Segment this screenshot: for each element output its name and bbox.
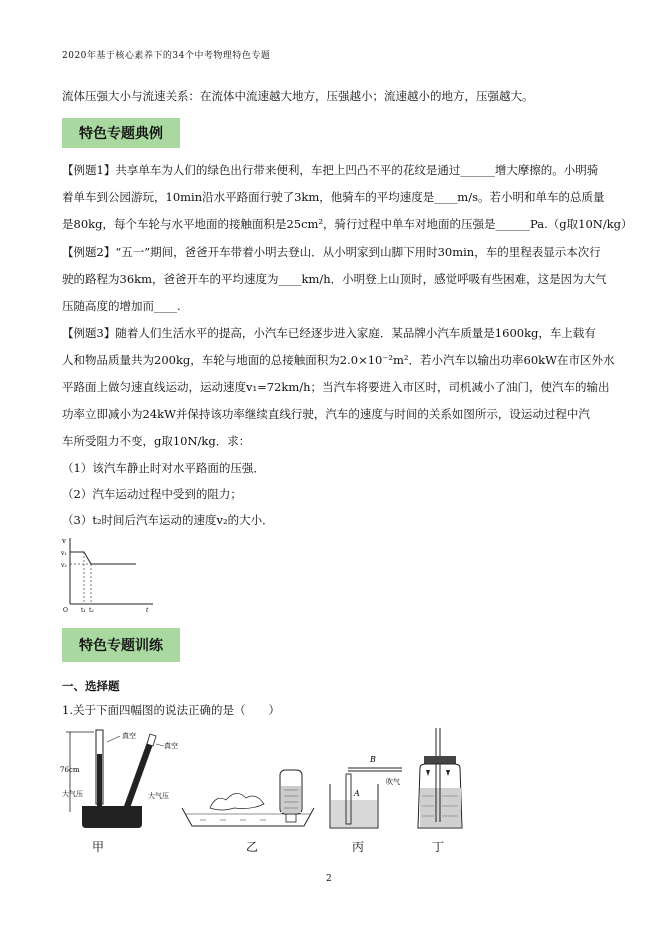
figure-bing — [322, 744, 412, 836]
example1-line3: 是80kg，每个车轮与水平地面的接触面积是25cm²，骑行过程中单车对地面的压强是______Pa.（g取10N/kg） — [62, 217, 633, 231]
figure-label-ding: 丁 — [432, 840, 445, 854]
figure-label-yi: 乙 — [246, 840, 259, 854]
atm-pressure-label-2: 大气压 — [148, 792, 169, 800]
banner-examples: 特色专题典例 — [62, 118, 180, 148]
intro-text: 流体压强大小与流速关系：在流体中流速越大地方，压强越小；流速越小的地方，压强越大。 — [62, 89, 534, 103]
figure-yi — [180, 758, 320, 836]
question-part2: （2）汽车运动过程中受到的阻力； — [62, 487, 242, 501]
example3-line3: 平路面上做匀速直线运动，运动速度v₁=72km/h；当汽车将要进入市区时，司机减小了油门，使汽车的输出 — [62, 380, 610, 394]
graph-t-label: t — [146, 607, 149, 614]
blow-air-label: 吹气 — [386, 778, 400, 786]
example2-line2: 驶的路程为36km，爸爸开车的平均速度为____km/h．小明登上山顶时，感觉呼吸有些困难，这是因为大气 — [62, 272, 607, 286]
example3-line1: 【例题3】随着人们生活水平的提高，小汽车已经逐步进入家庭．某品牌小汽车质量是1600kg，车上载有 — [62, 326, 596, 340]
page-header: 2020年基于核心素养下的34个中考物理特色专题 — [62, 51, 271, 61]
tube-b-label: B — [370, 755, 376, 764]
graph-v-label: v — [62, 537, 66, 545]
banner-training: 特色专题训练 — [62, 628, 180, 662]
example1-line1: 【例题1】共享单车为人们的绿色出行带来便利，车把上凹凸不平的花纹是通过______增大摩擦的。小明骑 — [62, 163, 599, 177]
example2-line1: 【例题2】“五一”期间，爸爸开车带着小明去登山．从小明家到山脚下用时30min，车的里程表显示本次行 — [62, 245, 601, 259]
section-title: 一、选择题 — [62, 679, 120, 693]
example3-line5: 车所受阻力不变，g取10N/kg．求： — [62, 434, 251, 448]
vacuum-label-2: 真空 — [164, 742, 178, 750]
atm-pressure-label-1: 大气压 — [62, 790, 83, 798]
graph-origin-label: O — [63, 607, 68, 614]
example3-line4: 功率立即减小为24kW并保持该功率继续直线行驶，汽车的速度与时间的关系如图所示，设运动过程中汽 — [62, 407, 590, 421]
example3-line2: 人和物品质量共为200kg，车轮与地面的总接触面积为2.0×10⁻²m²．若小汽车以输出功率60kW在市区外水 — [62, 353, 615, 367]
graph-t1-label: t₁ — [81, 607, 86, 614]
graph-t2-label: t₂ — [89, 607, 94, 614]
vacuum-label-1: 真空 — [122, 732, 136, 740]
graph-v2-label: v₂ — [61, 562, 67, 569]
question-part1: （1）该汽车静止时对水平路面的压强． — [62, 461, 265, 475]
velocity-time-graph — [58, 534, 158, 614]
question-part3: （3）t₂时间后汽车运动的速度v₂的大小． — [62, 513, 274, 527]
figure-label-bing: 丙 — [352, 840, 365, 854]
graph-v1-label: v₁ — [61, 550, 67, 557]
tube-a-label: A — [354, 789, 360, 798]
example2-line3: 压随高度的增加而____. — [62, 299, 181, 313]
figure-jia — [60, 726, 190, 832]
figure-ding — [410, 726, 474, 834]
page-number: 2 — [326, 874, 332, 884]
height-76cm-label: 76cm — [60, 766, 80, 774]
example1-line2: 着单车到公园游玩，10min沿水平路面行驶了3km，他骑车的平均速度是____m/s。若小明和单车的总质量 — [62, 190, 605, 204]
figure-label-jia: 甲 — [92, 840, 105, 854]
question1-text: 1.关于下面四幅图的说法正确的是（ ） — [62, 703, 280, 717]
